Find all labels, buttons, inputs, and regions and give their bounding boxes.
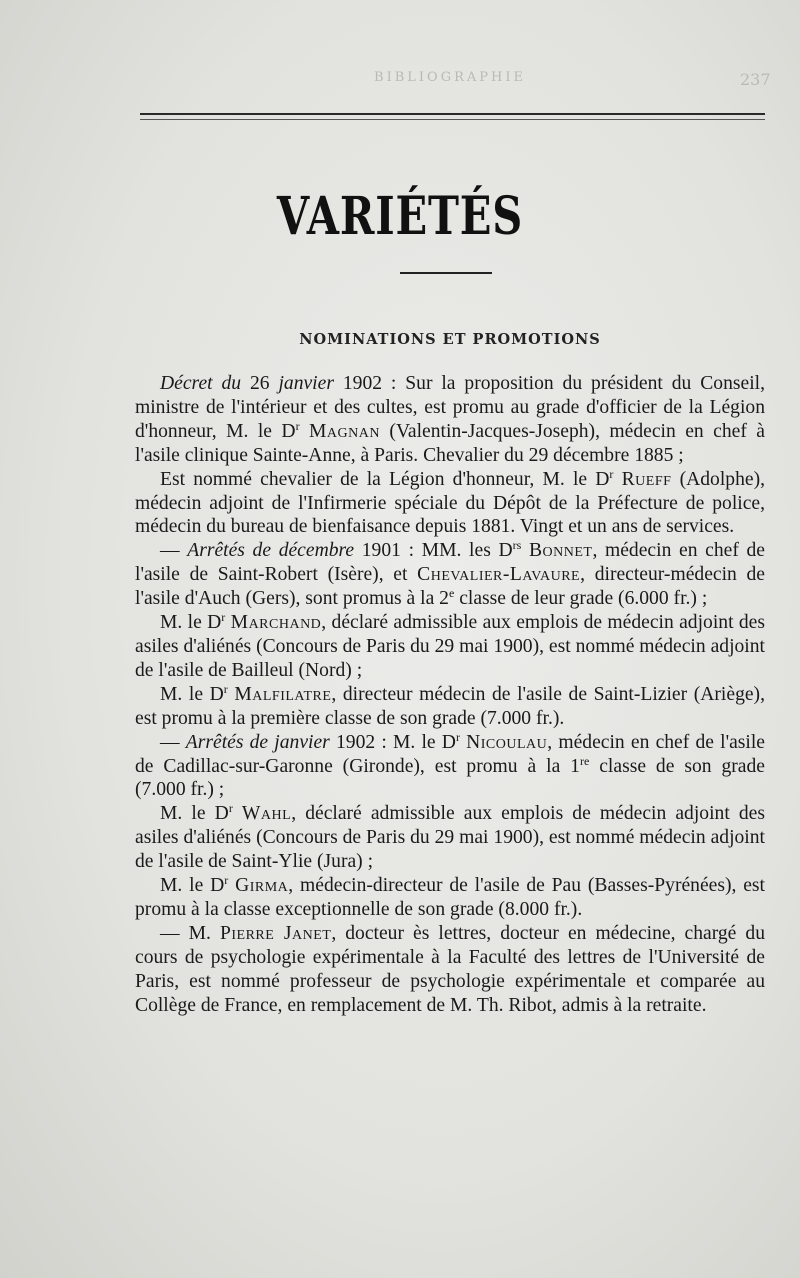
text-run [521,540,529,561]
paragraph [135,683,765,731]
text-run: , directeur médecin de l'asile de Saint-Lizier (Ariège), est promu à la première classe de son grade (7.000 fr.). [135,683,765,729]
text-run: M. le D [160,612,222,634]
text-run [613,469,621,490]
paragraph [135,731,765,803]
header-rule [140,113,765,115]
superscript: r [223,681,228,696]
text-run [300,421,309,442]
page-title: VARIÉTÉS [276,186,524,247]
person-name: Magnan [309,420,380,442]
superscript: r [221,610,226,625]
article-body [135,372,765,1017]
text-run: M. le D [160,803,229,825]
italic-text: Décret du [160,373,242,394]
text-run: 1902 : M. le D [329,731,456,753]
superscript: e [448,586,455,601]
person-name: Malfilatre [234,683,332,705]
text-run: , docteur ès lettres, docteur en médecine, chargé du cours de psychologie expérimentale à la Faculté des lettres de l'Université de Paris, est nommé professeur de psychologie expérimentale et comparée au Collège de France, en remplacement de M. Th. Ribot, admis à la retraite. [135,922,765,1016]
title-divider [400,272,492,274]
italic-text: janvier [278,373,334,394]
text-run: (Adolphe), médecin adjoint de l'Infirmerie spéciale du Dépôt de la Préfecture de police, médecin du bureau de bienfaisance depuis 1881. Vingt et un ans de services. [135,468,765,538]
person-name: Bonnet [528,540,593,562]
text-run: , médecin en chef de l'asile de Saint-Robert (Isère), et [135,540,765,586]
text-run: , médecin en chef de l'asile de Cadillac-sur-Garonne (Gironde), est promu à la 1 [135,731,766,777]
running-head: BIBLIOGRAPHIE [374,70,526,85]
text-run: M. le D [160,683,224,705]
paragraph [135,802,765,874]
text-run: M. le D [160,875,225,897]
text-run: 26 [241,373,279,394]
person-name: Nicoulau [466,731,548,753]
paragraph [135,468,765,540]
text-run: — [160,540,188,562]
superscript: r [295,418,300,433]
paragraph [135,874,765,922]
paragraph [135,611,765,683]
paragraph [135,372,765,468]
text-run [233,803,242,824]
section-heading: NOMINATIONS ET PROMOTIONS [299,331,601,348]
text-run: Est nommé chevalier de la Légion d'honneur, M. le D [160,468,610,490]
person-name: Chevalier-Lavaure [417,564,581,586]
superscript: r [609,466,614,481]
person-name: Marchand [230,612,322,634]
person-name: Wahl [241,803,292,825]
superscript: re [579,753,590,768]
header-rule-thin [140,119,765,120]
text-run: — M. [160,922,220,944]
superscript: r [455,729,460,744]
text-run: classe de leur grade (6.000 fr.) ; [454,588,708,610]
text-run: , directeur-médecin de l'asile d'Auch (Gers), sont promus à la 2 [135,564,766,610]
superscript: rs [512,538,522,553]
text-run: classe de son grade (7.000 fr.) ; [135,755,765,801]
text-run: , déclaré admissible aux emplois de médecin adjoint des asiles d'aliénés (Concours de Paris du 29 mai 1900), est nommé médecin adjoint de l'asile de Saint-Ylie (Jura) ; [135,803,765,873]
italic-text: Arrêtés de décembre [187,540,355,562]
text-run: 1902 : Sur la proposition du président du Conseil, ministre de l'intérieur et des cultes, est promu au grade d'officier de la Légion d'honneur, M. le D [135,373,766,442]
superscript: r [224,873,229,888]
text-run: , déclaré admissible aux emplois de médecin adjoint des asiles d'aliénés (Concours de Paris du 29 mai 1900), est nommé médecin adjoint de l'asile de Bailleul (Nord) ; [135,612,765,681]
page-number: 237 [740,70,771,89]
text-run: — [160,731,186,753]
text-run: (Valentin-Jacques-Joseph), médecin en chef à l'asile clinique Sainte-Anne, à Paris. Chevalier du 29 décembre 1885 ; [135,420,765,466]
text-run: , médecin-directeur de l'asile de Pau (Basses-Pyrénées), est promu à la classe exceptionnelle de son grade (8.000 fr.). [135,875,765,920]
paragraph [135,922,765,1018]
person-name: Rueff [621,468,672,490]
paragraph [135,539,765,611]
person-name: Pierre Janet [219,922,332,944]
person-name: Girma [235,875,289,897]
text-run: 1901 : MM. les D [354,540,513,562]
italic-text: Arrêtés de janvier [185,731,330,753]
superscript: r [228,801,233,816]
